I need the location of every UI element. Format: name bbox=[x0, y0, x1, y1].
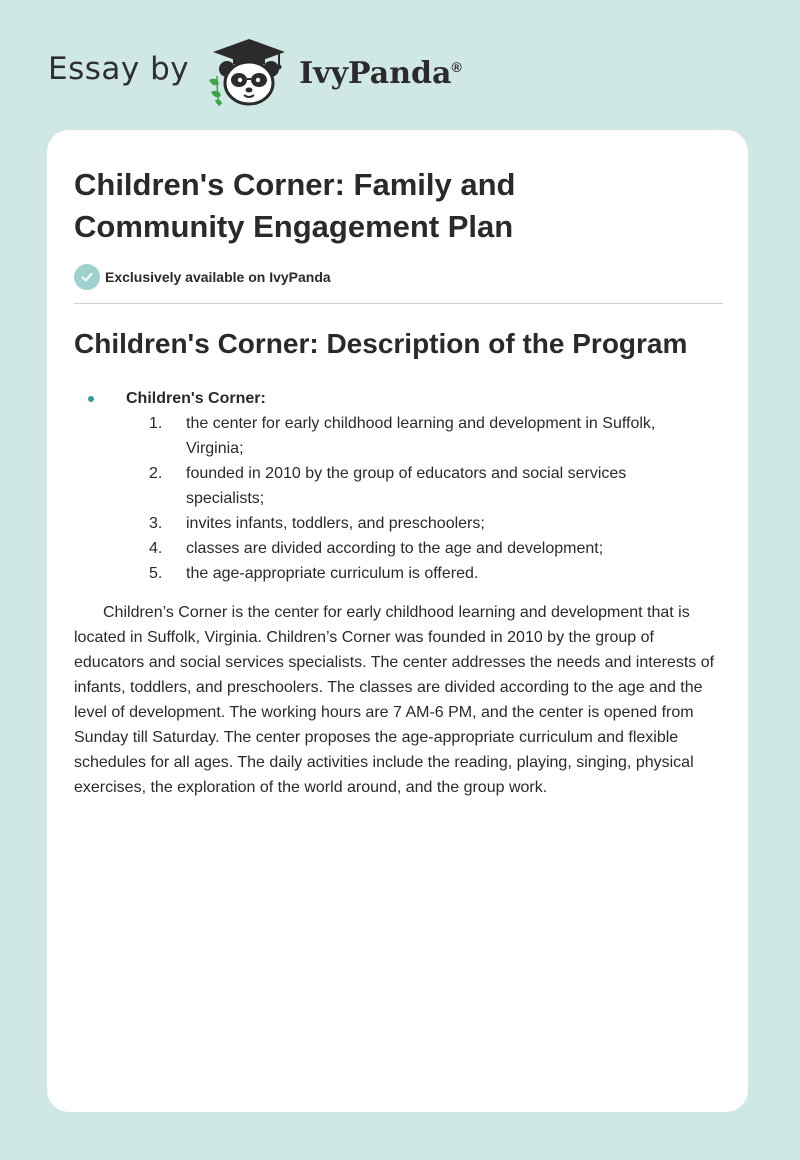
list-item-text: classes are divided according to the age and development; bbox=[186, 540, 604, 557]
list-marker: 1. bbox=[149, 415, 163, 432]
bullet-label: Children's Corner: bbox=[126, 390, 266, 407]
registered-mark: ® bbox=[451, 58, 462, 75]
list-item-text: invites infants, toddlers, and preschoolers; bbox=[186, 515, 485, 532]
brand-header bbox=[48, 36, 462, 108]
section-heading: Children's Corner: Description of the Program bbox=[74, 328, 688, 359]
list-marker: 2. bbox=[149, 465, 163, 482]
list-item bbox=[126, 536, 696, 561]
brand-prefix: Essay by bbox=[48, 51, 190, 87]
list-item bbox=[126, 411, 696, 461]
badge-text: Exclusively available on IvyPanda bbox=[105, 269, 331, 285]
brand-name-text: IvyPanda bbox=[299, 55, 452, 91]
list-marker: 5. bbox=[149, 565, 163, 582]
list-item-text: founded in 2010 by the group of educators and social services specialists; bbox=[186, 465, 627, 507]
header-divider bbox=[74, 303, 723, 304]
document-title: Children's Corner: Family and Community Engagement Plan bbox=[74, 167, 516, 244]
panda-logo-icon bbox=[203, 36, 295, 108]
list-marker: 3. bbox=[149, 515, 163, 532]
list-item bbox=[126, 561, 696, 586]
essay-card bbox=[47, 130, 748, 1112]
brand-name bbox=[299, 56, 462, 91]
exclusive-badge bbox=[74, 264, 331, 290]
bullet-item bbox=[74, 386, 714, 586]
numbered-list bbox=[126, 411, 714, 586]
list-item-text: the center for early childhood learning and development in Suffolk, Virginia; bbox=[186, 415, 656, 457]
list-item-text: the age-appropriate curriculum is offered. bbox=[186, 565, 479, 582]
list-marker: 4. bbox=[149, 540, 163, 557]
body-paragraph: Children’s Corner is the center for early childhood learning and development that is located in Suffolk, Virginia. Children’s Corner was founded in 2010 by the group of educators and social services specialists. The center addresses the needs and interests of infants, toddlers, and preschoolers. The classes are divided according to the age and the level of development. The working hours are 7 AM-6 PM, and the center is opened from Sunday till Saturday. The center proposes the age-appropriate curriculum and flexible schedules for all ages. The daily activities include the reading, playing, singing, physical exercises, the exploration of the world around, and the group work. bbox=[74, 604, 715, 796]
list-item bbox=[126, 511, 696, 536]
list-item bbox=[126, 461, 696, 511]
bullet-dot-icon bbox=[88, 396, 94, 402]
bullet-list bbox=[74, 386, 714, 586]
check-icon bbox=[74, 264, 100, 290]
